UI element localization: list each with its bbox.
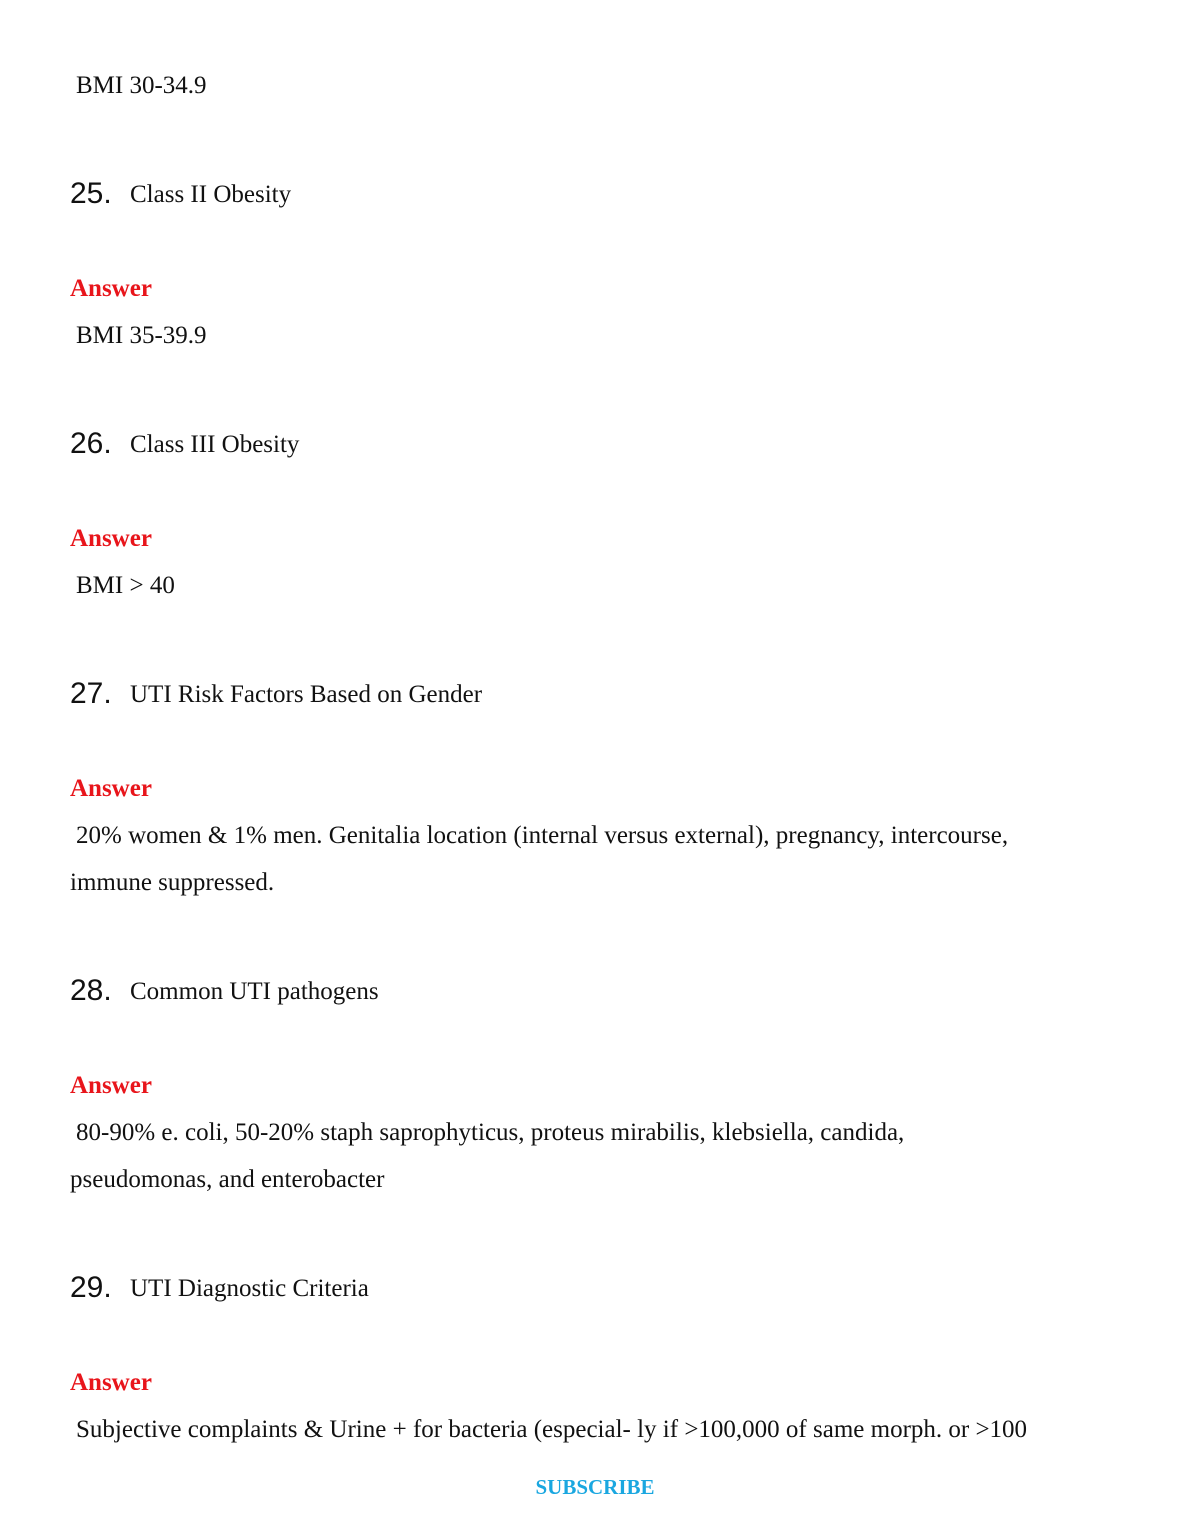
answer-text-continued: pseudomonas, and enterobacter [70,1166,385,1193]
answer-label: Answer [70,275,152,302]
question-number: 26. [70,427,112,460]
question-text: Common UTI pathogens [130,978,379,1005]
answer-text: BMI 35-39.9 [76,322,207,349]
answer-text: BMI 30-34.9 [76,72,207,99]
question-text: UTI Risk Factors Based on Gender [130,681,483,708]
answer-text: Subjective complaints & Urine + for bacteria (especial- ly if >100,000 of same morph. or >100 [76,1416,1028,1443]
answer-text: BMI > 40 [76,572,175,599]
answer-label: Answer [70,1369,152,1396]
answer-text-continued: immune suppressed. [70,869,275,896]
question-text: Class II Obesity [130,181,292,208]
answer-label: Answer [70,525,152,552]
answer-label: Answer [70,775,152,802]
question-number: 27. [70,677,112,710]
question-text: UTI Diagnostic Criteria [130,1275,369,1302]
question-text: Class III Obesity [130,431,300,458]
question-number: 29. [70,1271,112,1304]
answer-label: Answer [70,1072,152,1099]
question-number: 25. [70,177,112,210]
question-number: 28. [70,974,112,1007]
answer-text: 20% women & 1% men. Genitalia location (internal versus external), pregnancy, intercourse, [76,822,1009,849]
answer-text: 80-90% e. coli, 50-20% staph saprophyticus, proteus mirabilis, klebsiella, candida, [76,1119,905,1146]
subscribe-link[interactable]: SUBSCRIBE [535,1475,655,1499]
